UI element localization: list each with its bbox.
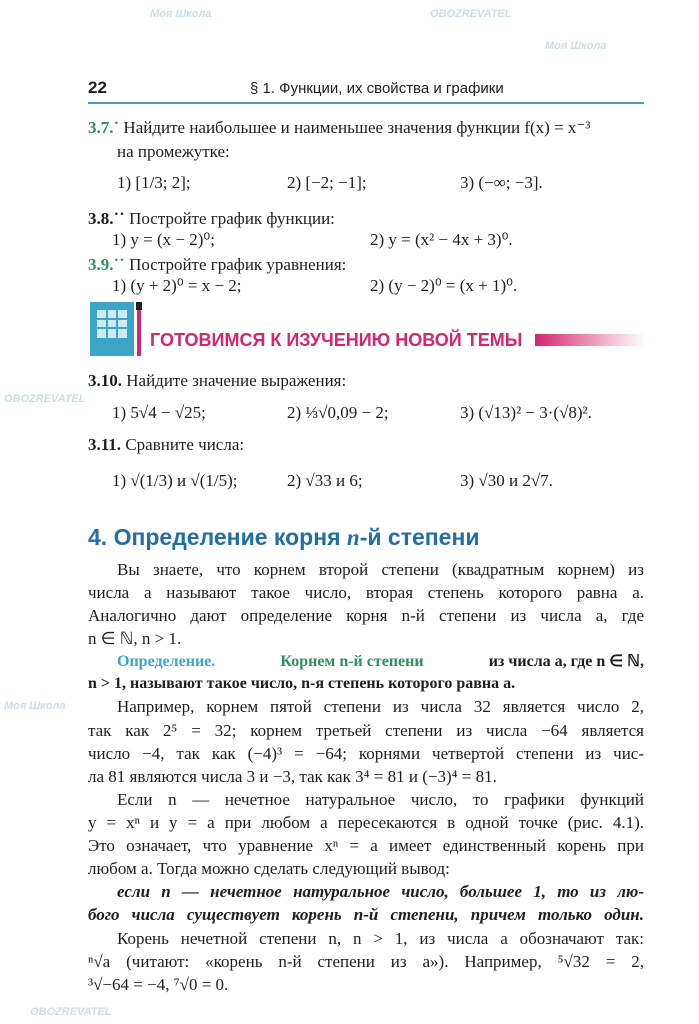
exercise-text: Сравните числа:	[125, 435, 245, 454]
paragraph-line: число −4, так как (−4)³ = −64; корнями четвертой степени из чис-	[88, 744, 644, 763]
exercise-3-7	[88, 117, 644, 139]
paragraph-line: Корень нечетной степени n, n > 1, из числа a обозначают так:	[117, 929, 644, 948]
exercise-text: на промежутке:	[117, 142, 230, 161]
option: 2) √33 и 6;	[287, 471, 363, 490]
paragraph-line: ⁿ√a (читают: «корень n-й степени из a»). Например, ⁵√32 = 2,	[88, 952, 644, 971]
option: 1) (y + 2)⁰ = x − 2;	[112, 276, 242, 295]
option: 3) (√13)² − 3·(√8)².	[460, 403, 592, 422]
paragraph-line: Аналогично дают определение корня n-й степени из числа a, где	[88, 606, 644, 625]
banner-gradient-bar	[535, 334, 645, 346]
option: 2) [−2; −1];	[287, 173, 367, 192]
section-heading	[88, 524, 479, 551]
paragraph-line: Например, корнем пятой степени из числа 32 является число 2,	[117, 697, 644, 716]
watermark: Моя Школа	[545, 40, 607, 52]
exercise-number: 3.8.˙˙	[88, 209, 125, 228]
page-number: 22	[88, 78, 107, 97]
header-rule	[88, 102, 644, 104]
heading-text: 4. Определение корня	[88, 524, 347, 550]
exercise-number: 3.11.	[88, 435, 122, 454]
definition-text: из числа a, где n ∈ ℕ,	[488, 653, 644, 670]
definition-line: n > 1, называют такое число, n-я степень которого равна a.	[88, 675, 516, 692]
section-banner-title: ГОТОВИМСЯ К ИЗУЧЕНИЮ НОВОЙ ТЕМЫ	[150, 330, 523, 350]
option: 1) √(1/3) и √(1/5);	[112, 471, 238, 490]
exercise-text: Найдите наибольшее и наименьшее значения функции f(x) = x⁻³	[123, 118, 591, 137]
notebook-icon	[88, 300, 144, 362]
conclusion-line: бого числа существует корень n-й степени, причем только один.	[88, 905, 644, 924]
paragraph-line: ³√−64 = −4, ⁷√0 = 0.	[88, 975, 229, 994]
watermark: Моя Школа	[4, 700, 66, 712]
definition-line	[117, 651, 644, 673]
paragraph-line: n ∈ ℕ, n > 1.	[88, 629, 182, 648]
exercise-3-10	[88, 370, 644, 392]
paragraph-line: Это означает, что уравнение xⁿ = a имеет единственный корень при	[88, 836, 644, 855]
exercise-number: 3.7.˙	[88, 118, 120, 137]
option: 2) (y − 2)⁰ = (x + 1)⁰.	[370, 276, 518, 295]
option: 3) √30 и 2√7.	[460, 471, 553, 490]
paragraph-line: ла 81 являются числа 3 и −3, так как 3⁴ = 81 и (−3)⁴ = 81.	[88, 767, 497, 786]
watermark: OBOZREVATEL	[4, 393, 86, 405]
paragraph-line: так как 2⁵ = 32; корнем третьей степени из числа −64 является	[88, 721, 644, 740]
paragraph-line: Вы знаете, что корнем второй степени (квадратным корнем) из	[117, 560, 644, 579]
exercise-3-9	[88, 254, 644, 276]
exercise-text: Найдите значение выражения:	[126, 371, 347, 390]
paragraph-line: любом a. Тогда можно сделать следующий вывод:	[88, 859, 450, 878]
paragraph-line: y = xⁿ и y = a при любом a пересекаются в одной точке (рис. 4.1).	[88, 813, 644, 832]
exercise-number: 3.9.˙˙	[88, 255, 125, 274]
watermark: OBOZREVATEL	[30, 1006, 112, 1018]
watermark: Моя Школа	[150, 8, 212, 20]
option: 1) [1/3; 2];	[117, 173, 191, 192]
exercise-3-8	[88, 208, 644, 230]
paragraph-line: Если n — нечетное натуральное число, то графики функций	[117, 790, 644, 809]
option: 3) (−∞; −3].	[460, 173, 543, 192]
watermark: OBOZREVATEL	[430, 8, 512, 20]
option: 1) y = (x − 2)⁰;	[112, 230, 215, 249]
exercise-text: Постройте график уравнения:	[129, 255, 347, 274]
option: 2) y = (x² − 4x + 3)⁰.	[370, 230, 513, 249]
exercise-3-11	[88, 434, 644, 456]
heading-text: -й степени	[359, 524, 480, 550]
paragraph-line: числа a называют такое число, вторая степень которого равна a.	[88, 583, 644, 602]
definition-term: Корнем n-й степени	[280, 653, 424, 670]
heading-variable: n	[346, 525, 360, 550]
conclusion-line: если n — нечетное натуральное число, большее 1, то из лю-	[117, 882, 644, 901]
exercise-number: 3.10.	[88, 371, 122, 390]
running-header: § 1. Функции, их свойства и графики	[250, 80, 504, 97]
option: 2) ⅓√0,09 − 2;	[287, 403, 389, 422]
exercise-text: Постройте график функции:	[129, 209, 335, 228]
definition-label: Определение.	[117, 653, 216, 670]
option: 1) 5√4 − √25;	[112, 403, 206, 422]
